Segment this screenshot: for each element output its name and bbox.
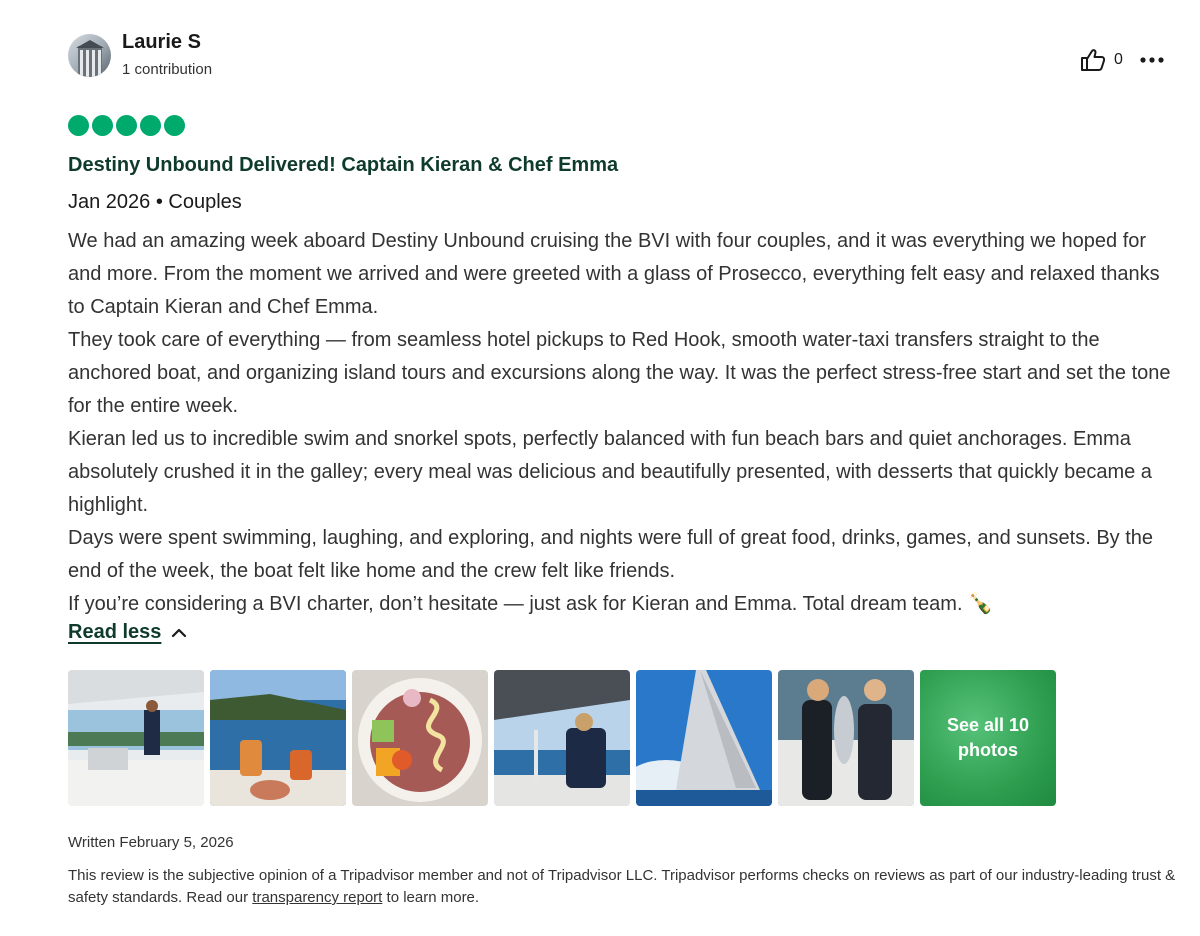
- author-name[interactable]: Laurie S: [122, 31, 201, 53]
- disclaimer-suffix: to learn more.: [382, 889, 480, 906]
- written-date: Written February 5, 2026: [68, 834, 234, 851]
- photo-thumbnail-boat-deck[interactable]: [68, 670, 204, 806]
- review-paragraph: They took care of everything — from seamless hotel pickups to Red Hook, smooth water-taxi transfers straight to the anchored boat, and organizing island tours and excursions along the way. It was the perfect stress-free start and set the tone for the entire week.: [68, 329, 1171, 417]
- read-less-button[interactable]: [68, 621, 187, 644]
- rating-bubble: [92, 115, 113, 136]
- chevron-up-icon: [171, 628, 187, 638]
- helpful-count: 0: [1114, 51, 1123, 68]
- helpful-vote-button[interactable]: [1080, 48, 1123, 72]
- rating-bubble: [68, 115, 89, 136]
- disclaimer-text: This review is the subjective opinion of a Tripadvisor member and not of Tripadvisor LLC. Tripadvisor performs checks on reviews as part of our industry-leading trust & safety standards. Read our: [68, 867, 1176, 906]
- review-title[interactable]: Destiny Unbound Delivered! Captain Kieran & Chef Emma: [68, 154, 619, 176]
- review-paragraph: We had an amazing week aboard Destiny Unbound cruising the BVI with four couples, and it was everything we hoped for and more. From the moment we arrived and were greeted with a glass of Prosecco, everything felt easy and relaxed thanks to Captain Kieran and Chef Emma.: [68, 230, 1160, 318]
- review-body: [68, 225, 1178, 621]
- contribution-count: 1 contribution: [122, 61, 213, 78]
- review-meta: Jan 2026 • Couples: [68, 191, 242, 213]
- author-avatar[interactable]: [68, 34, 111, 77]
- photo-strip: [68, 670, 1056, 806]
- see-all-photos-button[interactable]: [920, 670, 1056, 806]
- photo-thumbnail-sail[interactable]: [636, 670, 772, 806]
- rating-bubbles: [68, 115, 185, 136]
- review-card: [68, 0, 1178, 936]
- review-paragraph: Days were spent swimming, laughing, and exploring, and nights were full of great food, drinks, games, and sunsets. By the end of the week, the boat felt like home and the crew felt like friends.: [68, 527, 1154, 582]
- read-less-label: Read less: [68, 621, 162, 643]
- photo-thumbnail-food-bowl[interactable]: [352, 670, 488, 806]
- more-options-button[interactable]: [1140, 49, 1166, 71]
- transparency-report-link[interactable]: transparency report: [252, 889, 383, 906]
- review-paragraph: If you’re considering a BVI charter, don’t hesitate — just ask for Kieran and Emma. Total dream team. 🍾: [68, 593, 993, 615]
- photo-thumbnail-captain[interactable]: [494, 670, 630, 806]
- photo-thumbnail-fishing[interactable]: [778, 670, 914, 806]
- rating-bubble: [140, 115, 161, 136]
- rating-bubble: [164, 115, 185, 136]
- photo-thumbnail-drinks[interactable]: [210, 670, 346, 806]
- more-options-icon: [1140, 57, 1164, 63]
- review-paragraph: Kieran led us to incredible swim and snorkel spots, perfectly balanced with fun beach bars and quiet anchorages. Emma absolutely crushed it in the galley; every meal was delicious and beautifully presented, with desserts that quickly became a highlight.: [68, 428, 1152, 516]
- thumbs-up-icon: [1080, 48, 1106, 72]
- review-disclaimer: [68, 865, 1178, 909]
- rating-bubble: [116, 115, 137, 136]
- see-all-photos-label: See all 10 photos: [946, 715, 1030, 760]
